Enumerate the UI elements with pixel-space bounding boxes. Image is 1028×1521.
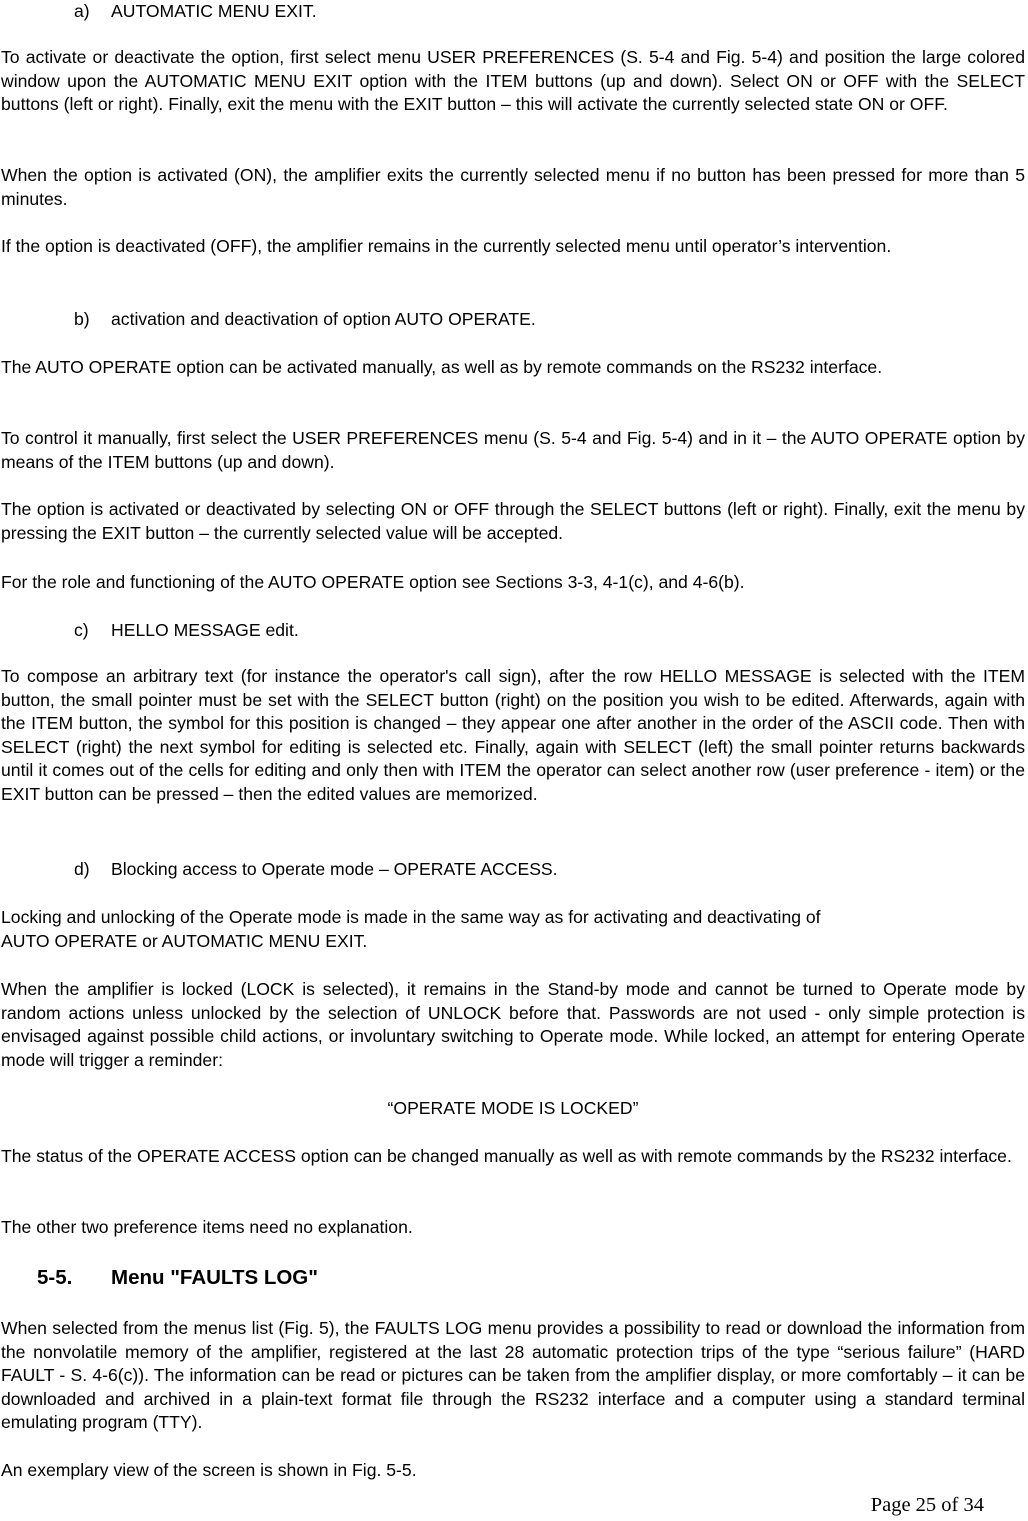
paragraph-d1-line2: AUTO OPERATE or AUTOMATIC MENU EXIT. [1,930,368,951]
paragraph-d4: The status of the OPERATE ACCESS option can be changed manually as well as with remote commands by the RS232 interface. [1,1146,1012,1166]
paragraph-d5: The other two preference items need no explanation. [1,1217,413,1237]
section-c-item [74,619,299,643]
paragraph-d2: When the amplifier is locked (LOCK is selected), it remains in the Stand-by mode and cannot be turned to Operate mode by random actions unless unlocked by the selection of UNLOCK before that. Passwords are not used - only simple protection is envisaged against possible child actions, or involuntary switching to Operate mode. While locked, an attempt for entering Operate mode will trigger a reminder: [1,979,1025,1070]
section-a-title: AUTOMATIC MENU EXIT. [111,1,317,21]
section-a-item [74,0,317,24]
section-c-label: c) [74,620,89,640]
paragraph-a3: If the option is deactivated (OFF), the amplifier remains in the currently selected menu until operator’s intervention. [1,236,892,256]
paragraph-d1-line1: Locking and unlocking of the Operate mode is made in the same way as for activating and deactivating of [1,907,821,927]
section-c-title: HELLO MESSAGE edit. [111,620,299,640]
section-heading-5-5 [37,1265,318,1291]
section-d-item [74,858,558,882]
paragraph-b4: For the role and functioning of the AUTO OPERATE option see Sections 3-3, 4-1(c), and 4-6(b). [1,572,745,592]
section-b-item [74,308,536,332]
section-d-label: d) [74,859,90,879]
section-heading-title: Menu "FAULTS LOG" [111,1266,318,1289]
paragraph-a2: When the option is activated (ON), the amplifier exits the currently selected menu if no button has been pressed for more than 5 minutes. [1,165,1025,209]
paragraph-a1: To activate or deactivate the option, first select menu USER PREFERENCES (S. 5-4 and Fig. 5-4) and position the large colored window upon the AUTOMATIC MENU EXIT option with the ITEM buttons (up and down). Select ON or OFF with the SELECT buttons (left or right). Finally, exit the menu with the EXIT button – this will activate the currently selected state ON or OFF. [1,47,1025,114]
paragraph-f1: When selected from the menus list (Fig. 5), the FAULTS LOG menu provides a possibility to read or download the information from the nonvolatile memory of the amplifier, registered at the last 28 automatic protection trips of the type “serious failure” (HARD FAULT - S. 4-6(c)). The information can be read or pictures can be taken from the amplifier display, or more comfortably – it can be downloaded and archived in a plain-text format file through the RS232 interface and a computer using a standard terminal emulating program (TTY). [1,1318,1025,1432]
section-heading-number: 5-5. [37,1266,73,1289]
paragraph-b1: The AUTO OPERATE option can be activated manually, as well as by remote commands on the RS232 interface. [1,357,883,377]
section-d-title: Blocking access to Operate mode – OPERATE ACCESS. [111,859,558,879]
paragraph-b3: The option is activated or deactivated by selecting ON or OFF through the SELECT buttons (left or right). Finally, exit the menu by pressing the EXIT button – the currently selected value will be accepted. [1,499,1025,543]
paragraph-c1: To compose an arbitrary text (for instance the operator's call sign), after the row HELLO MESSAGE is selected with the ITEM button, the small pointer must be set with the SELECT button (right) on the position you wish to be edited. Afterwards, again with the ITEM button, the symbol for this position is changed – they appear one after another in the order of the ASCII code. Then with SELECT (right) the next symbol for editing is selected etc. Finally, again with SELECT (left) the small pointer returns backwards until it comes out of the cells for editing and only then with ITEM the operator can select another row (user preference - item) or the EXIT button can be pressed – then the edited values are memorized. [1,666,1025,804]
paragraph-f2: An exemplary view of the screen is shown in Fig. 5-5. [1,1460,417,1480]
section-a-label: a) [74,1,90,21]
paragraph-d1 [1,906,1025,953]
locked-message: “OPERATE MODE IS LOCKED” [387,1098,639,1118]
section-b-title: activation and deactivation of option AUTO OPERATE. [111,309,536,329]
page-number: Page 25 of 34 [870,1494,984,1516]
paragraph-b2: To control it manually, first select the USER PREFERENCES menu (S. 5-4 and Fig. 5-4) and in it – the AUTO OPERATE option by means of the ITEM buttons (up and down). [1,428,1025,472]
section-b-label: b) [74,309,90,329]
